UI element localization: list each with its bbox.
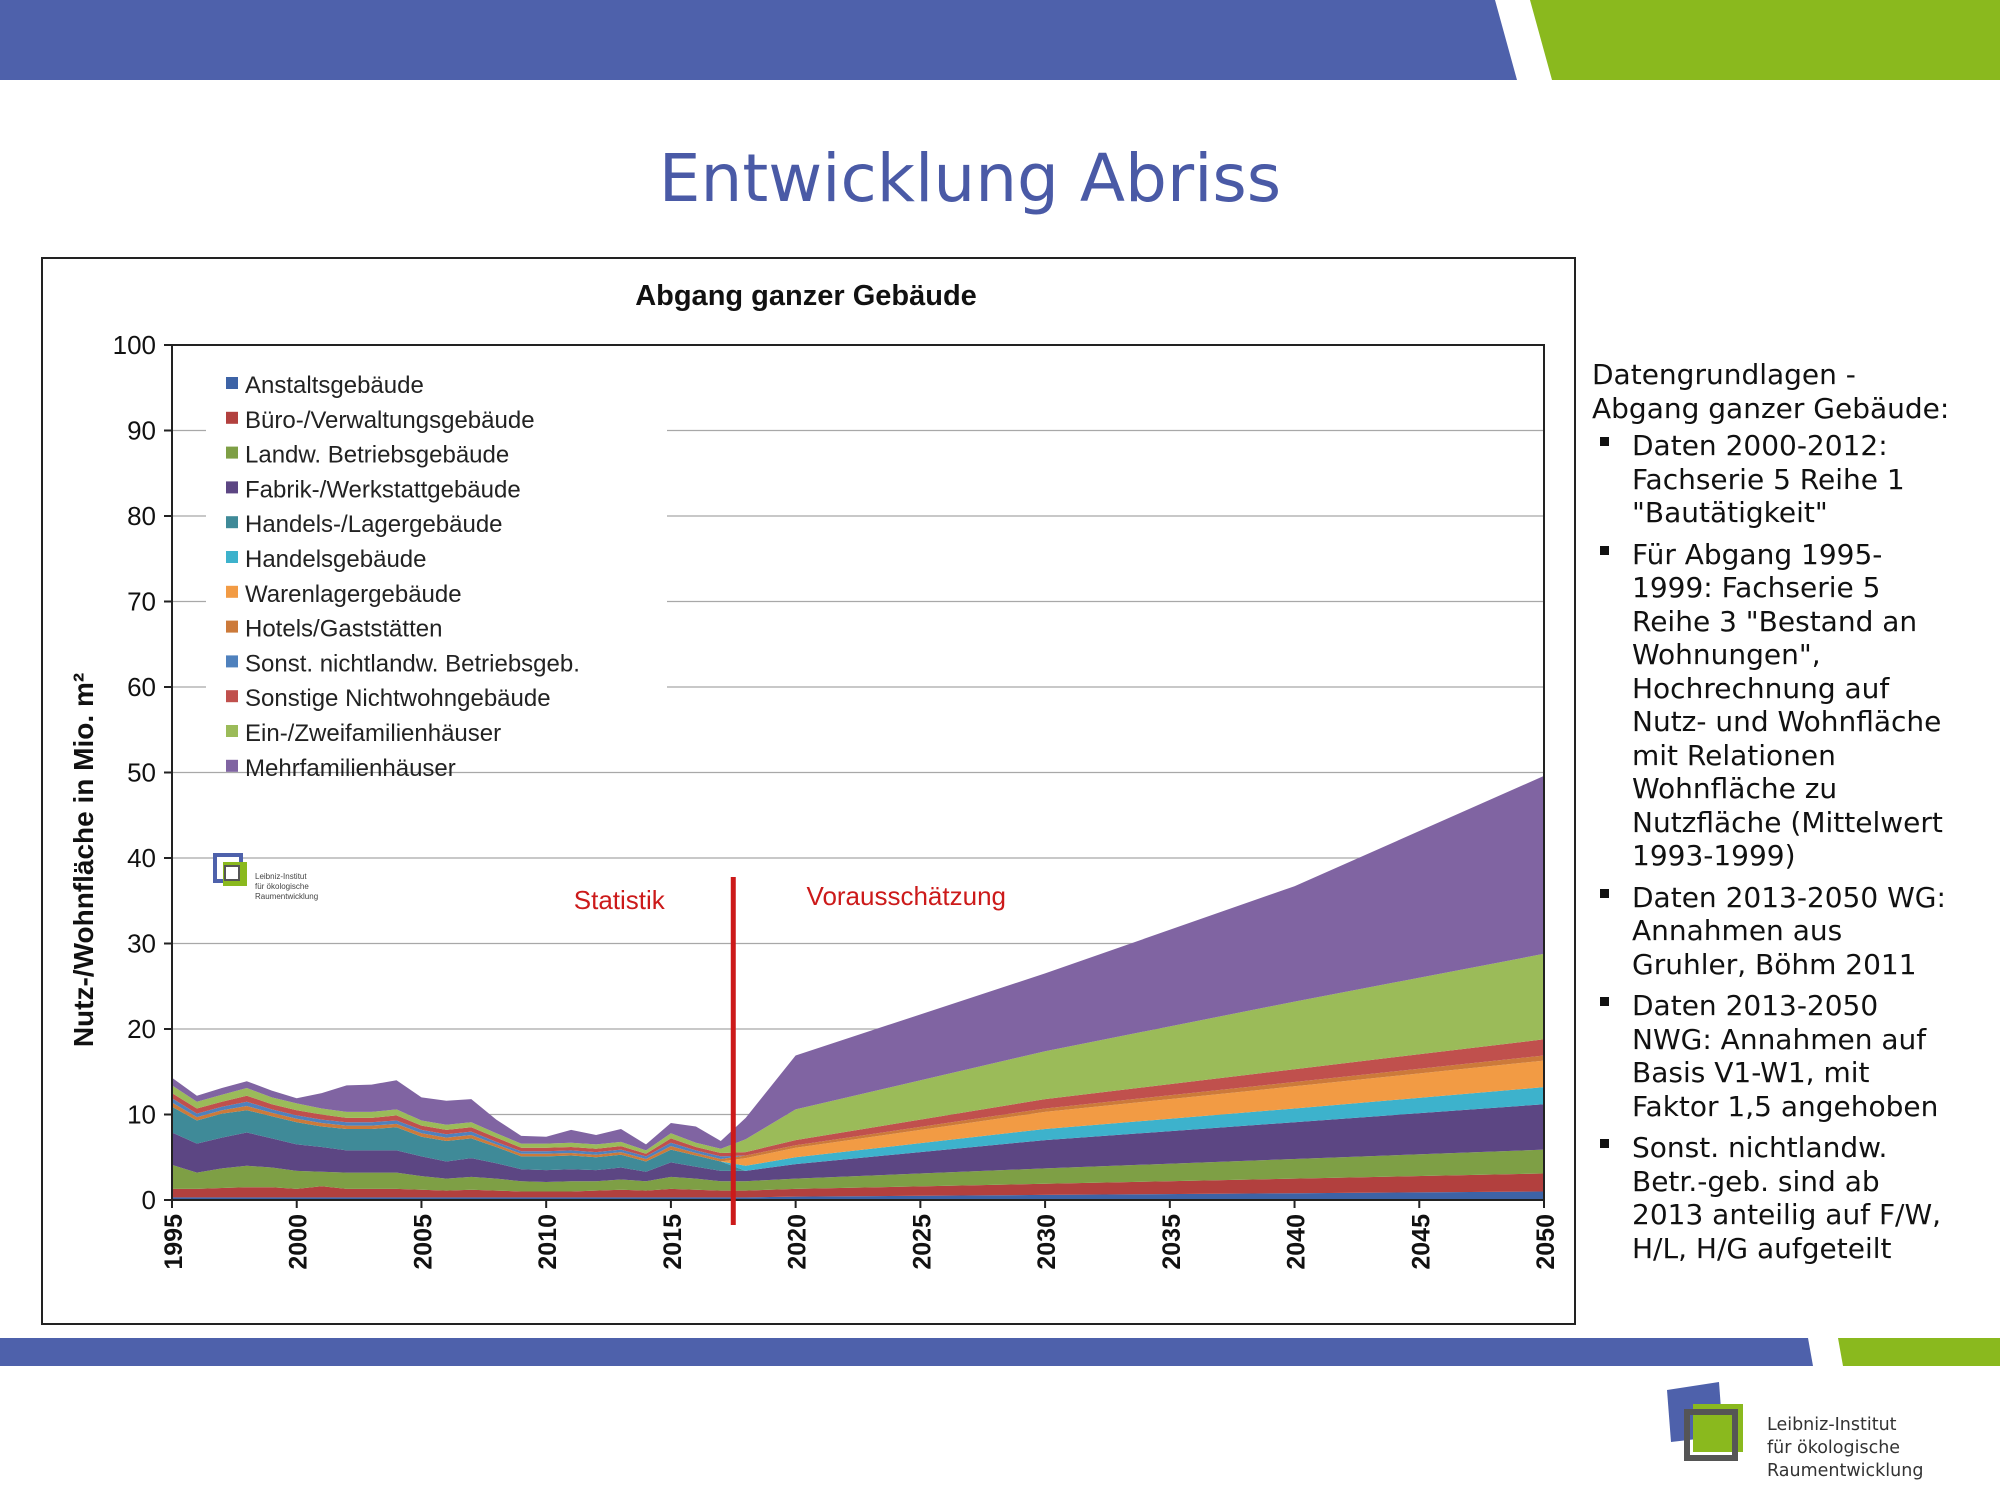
notes-heading-line-2: Abgang ganzer Gebäude: <box>1592 391 1950 425</box>
header-green-band <box>1530 0 2000 80</box>
logo-line-2: für ökologische <box>1767 1438 1901 1458</box>
notes-line: Daten 2013-2050 WG: <box>1632 880 1946 914</box>
y-tick-label: 50 <box>127 757 156 788</box>
bullet-icon <box>1600 1139 1609 1148</box>
x-tick-label: 1995 <box>160 1214 188 1270</box>
x-tick-label: 2040 <box>1282 1214 1311 1270</box>
footer-blue-band <box>0 1338 1813 1366</box>
x-tick-label: 2045 <box>1407 1214 1436 1270</box>
bottom-band <box>0 1338 2000 1368</box>
notes-line: 1993-1999) <box>1632 839 1796 872</box>
slide-title: Entwicklung Abriss <box>658 140 1282 217</box>
bullet-icon <box>1600 997 1609 1006</box>
y-tick-label: 40 <box>127 843 156 873</box>
legend-swatch <box>226 551 238 563</box>
notes-line: Daten 2000-2012: <box>1632 429 1888 462</box>
x-tick-label: 2050 <box>1532 1214 1560 1270</box>
notes-line: 1999: Fachserie 5 <box>1632 571 1881 604</box>
legend-label: Warenlagergebäude <box>245 580 462 608</box>
vorausschaetzung-label: Vorausschätzung <box>806 881 1007 911</box>
legend-label: Anstaltsgebäude <box>245 372 424 399</box>
legend-swatch <box>226 725 238 737</box>
legend-label: Fabrik-/Werkstattgebäude <box>245 476 521 504</box>
x-tick-label: 2000 <box>284 1214 313 1270</box>
bullet-icon <box>1600 437 1609 446</box>
logo-line-1: Leibniz-Institut <box>1767 1415 1897 1435</box>
notes-line: Gruhler, Böhm 2011 <box>1632 947 1917 981</box>
legend-swatch <box>226 447 238 459</box>
notes-item <box>1592 1131 1992 1265</box>
chart-logo-line-2: für ökologische <box>255 882 309 891</box>
legend-swatch <box>226 377 238 389</box>
notes-line: Hochrechnung auf <box>1632 671 1890 705</box>
notes-line: Reihe 3 "Bestand an <box>1632 604 1918 638</box>
y-tick-label: 20 <box>127 1014 156 1044</box>
y-tick-label: 90 <box>127 415 156 446</box>
notes-line: Annahmen aus <box>1632 914 1843 947</box>
x-tick-label: 2020 <box>783 1214 812 1270</box>
notes-item <box>1592 881 1992 982</box>
x-tick-label: 2015 <box>658 1214 687 1270</box>
notes-line: Fachserie 5 Reihe 1 <box>1632 462 1905 496</box>
chart-logo-square-inner <box>225 866 239 880</box>
legend-swatch <box>226 481 238 493</box>
stacked-areas <box>172 776 1544 1200</box>
x-tick-label: 2025 <box>908 1214 937 1270</box>
y-tick-label: 60 <box>127 672 156 702</box>
logo-line-3: Raumentwicklung <box>1767 1461 1924 1481</box>
notes-line: Für Abgang 1995- <box>1632 537 1883 571</box>
notes-line: "Bautätigkeit" <box>1632 496 1828 529</box>
legend-label: Landw. Betriebsgebäude <box>245 441 510 469</box>
notes-line: Betr.-geb. sind ab <box>1632 1164 1880 1198</box>
chart-logo-line-1: Leibniz-Institut <box>255 872 307 881</box>
legend-swatch <box>226 760 238 772</box>
chart-logo-line-3: Raumentwicklung <box>255 892 319 901</box>
notes-item <box>1592 989 1992 1123</box>
logo-text <box>1767 1414 1923 1483</box>
top-header-band <box>0 0 2000 82</box>
area-chart <box>41 257 1576 1325</box>
y-tick-label: 10 <box>127 1099 156 1130</box>
header-blue-band <box>0 0 1517 80</box>
chart-title: Abgang ganzer Gebäude <box>635 280 977 312</box>
x-tick-label: 2030 <box>1033 1214 1062 1270</box>
legend-label: Sonstige Nichtwohngebäude <box>245 685 551 713</box>
legend-swatch <box>226 690 238 702</box>
notes-line: Faktor 1,5 angehoben <box>1632 1089 1939 1123</box>
y-tick-label: 100 <box>112 330 156 360</box>
footer-green-band <box>1838 1338 2000 1366</box>
y-axis-label: Nutz-/Wohnfläche in Mio. m² <box>68 672 99 1048</box>
notes-line: Basis V1-W1, mit <box>1632 1056 1870 1089</box>
legend-label: Ein-/Zweifamilienhäuser <box>245 720 502 747</box>
legend-label: Sonst. nichtlandw. Betriebsgeb. <box>245 650 580 678</box>
notes-heading-line-1: Datengrundlagen - <box>1592 358 1856 391</box>
notes-line: H/L, H/G aufgeteilt <box>1632 1231 1892 1265</box>
notes-list <box>1592 429 1992 1265</box>
legend-label: Handelsgebäude <box>245 546 427 573</box>
notes-line: Sonst. nichtlandw. <box>1632 1131 1888 1164</box>
legend-label: Büro-/Verwaltungsgebäude <box>245 406 535 434</box>
bullet-icon <box>1600 546 1609 555</box>
x-tick-label: 2005 <box>409 1214 438 1270</box>
y-tick-label: 80 <box>127 501 156 531</box>
statistik-label: Statistik <box>573 885 665 915</box>
x-tick-label: 2035 <box>1157 1214 1186 1270</box>
bullet-icon <box>1600 889 1609 898</box>
legend-swatch <box>226 412 238 424</box>
notes-heading <box>1592 358 1992 425</box>
y-tick-label: 0 <box>141 1185 156 1215</box>
notes-line: Wohnfläche zu <box>1632 772 1838 805</box>
y-tick-label: 70 <box>127 586 156 617</box>
notes-line: 2013 anteilig auf F/W, <box>1632 1198 1942 1231</box>
notes-item <box>1592 538 1992 873</box>
legend-swatch <box>226 621 238 633</box>
legend-swatch <box>226 655 238 667</box>
legend-label: Mehrfamilienhäuser <box>245 754 456 782</box>
chart-logo <box>215 855 318 901</box>
legend-label: Handels-/Lagergebäude <box>245 511 503 539</box>
notes-item <box>1592 429 1992 530</box>
notes-line: Nutzfläche (Mittelwert <box>1632 805 1943 839</box>
y-tick-label: 30 <box>127 928 156 959</box>
x-tick-label: 2010 <box>534 1214 563 1270</box>
ioer-logo-icon <box>1665 1382 1760 1482</box>
legend-swatch <box>226 586 238 598</box>
legend-label: Hotels/Gaststätten <box>245 615 443 643</box>
notes-line: Nutz- und Wohnfläche <box>1632 705 1942 738</box>
notes-line: Daten 2013-2050 <box>1632 989 1879 1022</box>
notes-line: Wohnungen", <box>1632 638 1821 671</box>
legend-swatch <box>226 516 238 528</box>
side-notes <box>1592 358 1992 1273</box>
notes-line: NWG: Annahmen auf <box>1632 1022 1927 1056</box>
notes-line: mit Relationen <box>1632 738 1836 772</box>
